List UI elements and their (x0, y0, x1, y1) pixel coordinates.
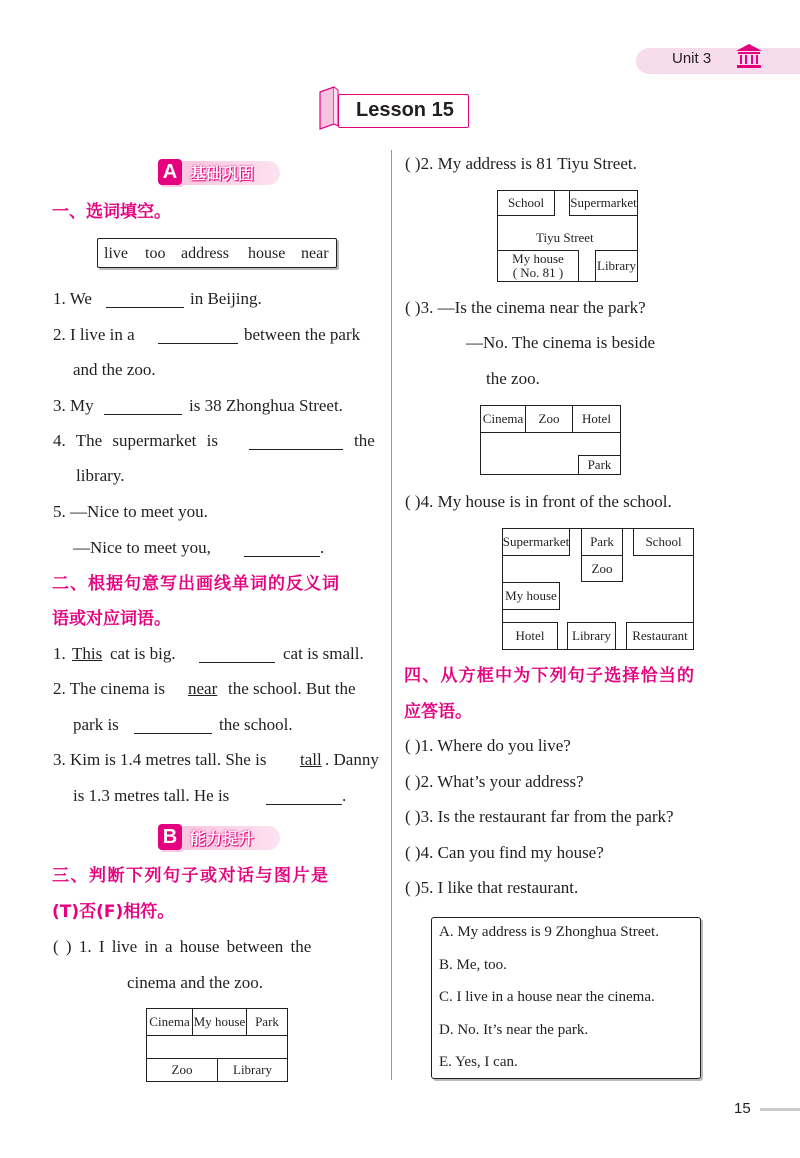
map2-myhouse-label: My house (512, 251, 564, 266)
map1-park: Park (246, 1008, 288, 1036)
map4-zoo: Zoo (581, 555, 623, 582)
map4-school: School (633, 528, 694, 556)
p2q2-blank[interactable] (134, 718, 212, 734)
p2q1-blank[interactable] (199, 647, 275, 663)
map3-zoo: Zoo (525, 405, 573, 433)
part2-heading-1: 二、根据句意写出画线单词的反义词 (52, 574, 340, 594)
p4q1-text: ( )1. Where do you live? (405, 736, 571, 755)
book-icon (316, 86, 342, 130)
lesson-title: Lesson 15 (356, 99, 454, 121)
map2-street: Tiyu Street (536, 230, 594, 245)
p2q3-text-d: . (342, 786, 347, 805)
p3q1-text-b: cinema and the zoo. (127, 973, 263, 992)
map4-hotel: Hotel (502, 622, 558, 650)
q1-blank[interactable] (106, 292, 184, 308)
unit-tab (636, 48, 800, 74)
section-a-letter: A (158, 159, 182, 185)
option-e: E. Yes, I can. (439, 1054, 518, 1070)
map1-zoo: Zoo (146, 1058, 218, 1082)
section-b-letter: B (158, 824, 182, 850)
map3-hotel: Hotel (572, 405, 621, 433)
p2q1-num: 1. (53, 644, 66, 663)
map4-restaurant: Restaurant (626, 622, 694, 650)
page-number: 15 (734, 1100, 751, 1117)
p4q2-text: ( )2. What’s your address? (405, 772, 584, 791)
part4-heading-2: 应答语。 (404, 702, 472, 722)
q1-text-b: in Beijing. (190, 289, 262, 308)
p4q5-text: ( )5. I like that restaurant. (405, 878, 579, 897)
q4-text-b: the (354, 431, 375, 450)
word-near: near (301, 245, 329, 262)
p2q3-blank[interactable] (266, 789, 342, 805)
p4q3-text: ( )3. Is the restaurant far from the park? (405, 807, 674, 826)
p3q3-text-a: ( )3. —Is the cinema near the park? (405, 298, 646, 317)
p2q3-text-a: 3. Kim is 1.4 metres tall. She is (53, 750, 267, 769)
p2q3-text-b: . Danny (325, 750, 379, 769)
map3-cinema: Cinema (480, 405, 526, 433)
word-live: live (104, 245, 128, 262)
section-a-title: 基础巩固 (190, 164, 255, 183)
part2-heading-2: 语或对应词语。 (52, 609, 171, 629)
q5-text-a: 5. —Nice to meet you. (53, 502, 208, 521)
map2-supermarket: Supermarket (569, 190, 638, 216)
q5-text-c: . (320, 538, 325, 557)
map1-myhouse: My house (192, 1008, 247, 1036)
q3-text-a: 3. My (53, 396, 94, 415)
p4q4-text: ( )4. Can you find my house? (405, 843, 604, 862)
q2-text-b: between the park (244, 325, 361, 344)
part3-heading-1: 三、判断下列句子或对话与图片是 (52, 866, 330, 886)
q1-text-a: 1. We (53, 289, 92, 308)
column-divider (391, 150, 392, 1080)
building-icon (734, 42, 764, 70)
section-b-title: 能力提升 (190, 829, 255, 848)
p2q1-text-b: cat is big. (110, 644, 176, 663)
p3q3-text-b: —No. The cinema is beside (466, 333, 656, 352)
p3q3-text-c: the zoo. (486, 369, 540, 388)
p2q1-text-c: cat is small. (283, 644, 364, 663)
p2q2-text-a: 2. The cinema is (53, 679, 166, 698)
q5-blank[interactable] (244, 541, 320, 557)
p2q3-underlined: tall (300, 750, 322, 769)
p2q2-text-d: the school. (219, 715, 293, 734)
word-address: address (181, 245, 229, 262)
p2q1-underlined: This (72, 644, 103, 663)
p2q3-text-c: is 1.3 metres tall. He is (73, 786, 230, 805)
map4-supermarket: Supermarket (502, 528, 570, 556)
q2-text-c: and the zoo. (73, 360, 156, 379)
p2q2-text-b: the school. But the (228, 679, 356, 698)
p2q2-underlined: near (188, 679, 218, 698)
q3-blank[interactable] (104, 399, 182, 415)
map4-park: Park (581, 528, 623, 556)
map1-cinema: Cinema (146, 1008, 193, 1036)
unit-label: Unit 3 (672, 50, 712, 67)
word-too: too (145, 245, 166, 262)
p3q2-text: ( )2. My address is 81 Tiyu Street. (405, 154, 637, 173)
map2-school: School (497, 190, 555, 216)
map4-library: Library (567, 622, 616, 650)
option-a: A. My address is 9 Zhonghua Street. (439, 924, 659, 940)
word-house: house (248, 245, 286, 262)
q4-text-c: library. (76, 466, 125, 485)
p2q2-text-c: park is (73, 715, 119, 734)
part3-heading-2: (T)否(F)相符。 (52, 902, 175, 922)
map4-myhouse: My house (502, 582, 560, 610)
q2-blank[interactable] (158, 328, 238, 344)
q4-blank[interactable] (249, 434, 343, 450)
p3q4-text: ( )4. My house is in front of the school. (405, 492, 672, 511)
q3-text-b: is 38 Zhonghua Street. (189, 396, 343, 415)
map2-number: ( No. 81 ) (512, 265, 564, 280)
p3q1-text-a: ( ) 1. I live in a house between the (53, 937, 312, 956)
map1-library: Library (217, 1058, 288, 1082)
part4-heading-1: 四、从方框中为下列句子选择恰当的 (404, 666, 696, 686)
option-b: B. Me, too. (439, 957, 507, 973)
map2-library: Library (595, 250, 638, 282)
q4-text-a: 4. The supermarket is (53, 431, 218, 450)
q2-text-a: 2. I live in a (53, 325, 135, 344)
map3-park: Park (578, 455, 621, 475)
option-c: C. I live in a house near the cinema. (439, 989, 655, 1005)
part1-heading: 一、选词填空。 (52, 202, 171, 222)
page-number-bar (760, 1108, 800, 1111)
q5-text-b: —Nice to meet you, (73, 538, 211, 557)
map2-myhouse (497, 250, 579, 282)
option-d: D. No. It’s near the park. (439, 1022, 589, 1038)
